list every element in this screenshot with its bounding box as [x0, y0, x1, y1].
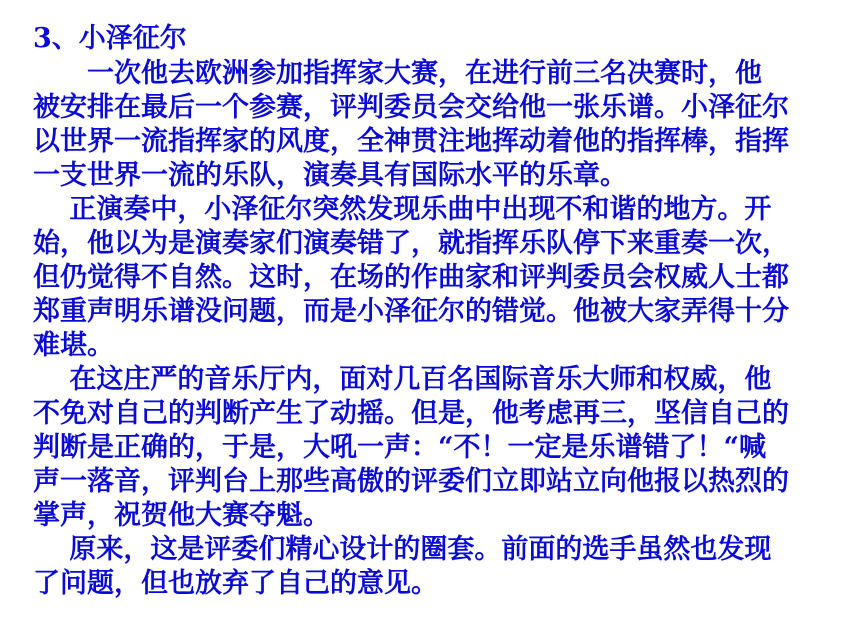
text-line: 一次他去欧洲参加指挥家大赛，在进行前三名决赛时，他	[33, 58, 762, 89]
text-line: 难堪。	[33, 330, 114, 361]
text-line: 判断是正确的，于是，大吼一声：“不！一定是乐谱错了！“喊	[33, 432, 767, 463]
text-line: 掌声，祝贺他大赛夺魁。	[33, 500, 330, 531]
text-line: 不免对自己的判断产生了动摇。但是，他考虑再三，坚信自己的	[33, 398, 789, 429]
text-line: 始，他以为是演奏家们演奏错了，就指挥乐队停下来重奏一次，	[33, 228, 789, 259]
text-line: 以世界一流指挥家的风度，全神贯注地挥动着他的指挥棒，指挥	[33, 126, 789, 157]
text-line: 郑重声明乐谱没问题，而是小泽征尔的错觉。他被大家弄得十分	[33, 296, 789, 327]
text-line: 声一落音，评判台上那些高傲的评委们立即站立向他报以热烈的	[33, 466, 789, 497]
text-line: 正演奏中，小泽征尔突然发现乐曲中出现不和谐的地方。开	[33, 194, 772, 225]
text-line: 了问题，但也放弃了自己的意见。	[33, 568, 438, 599]
text-line: 但仍觉得不自然。这时，在场的作曲家和评判委员会权威人士都	[33, 262, 789, 293]
text-line: 原来，这是评委们精心设计的圈套。前面的选手虽然也发现	[33, 534, 772, 565]
page-title: 3、小泽征尔	[33, 23, 187, 54]
text-line: 一支世界一流的乐队，演奏具有国际水平的乐章。	[33, 160, 627, 191]
text-line: 被安排在最后一个参赛，评判委员会交给他一张乐谱。小泽征尔	[33, 92, 789, 123]
text-line: 在这庄严的音乐厅内，面对几百名国际音乐大师和权威，他	[33, 364, 772, 395]
